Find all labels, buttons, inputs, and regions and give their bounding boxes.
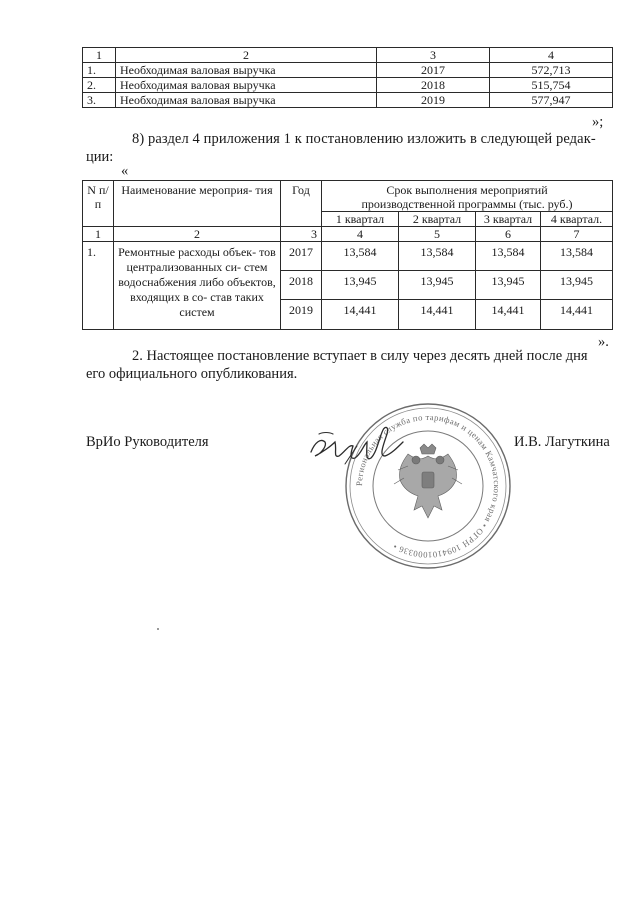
row-name: Необходимая валовая выручка <box>116 63 377 78</box>
paragraph-line: его официального опубликования. <box>86 366 298 382</box>
quarter-header: 1 квартал <box>322 212 399 227</box>
quarter-value: 13,584 <box>322 242 399 271</box>
row-number: 1. <box>83 242 114 330</box>
row-year: 2017 <box>377 63 490 78</box>
numbering-cell: 2 <box>114 227 281 242</box>
row-number: 3. <box>83 93 116 108</box>
table-row <box>83 242 613 271</box>
closing-quote: ». <box>598 334 609 350</box>
numbering-cell: 5 <box>399 227 476 242</box>
quarter-value: 14,441 <box>541 300 613 330</box>
row-year: 2017 <box>281 242 322 271</box>
table-row <box>83 63 613 78</box>
header-cell-period: Срок выполнения мероприятий производственной программы (тыс. руб.) <box>322 181 613 212</box>
quarter-header: 4 квартал. <box>541 212 613 227</box>
quarter-value: 14,441 <box>476 300 541 330</box>
numbering-cell: 3 <box>281 227 322 242</box>
numbering-cell: 7 <box>541 227 613 242</box>
row-name: Необходимая валовая выручка <box>116 93 377 108</box>
quarter-value: 13,945 <box>476 271 541 300</box>
quarter-value: 14,441 <box>399 300 476 330</box>
row-value: 515,754 <box>490 78 613 93</box>
signatory-name: И.В. Лагуткина <box>514 434 610 450</box>
quarter-value: 13,945 <box>541 271 613 300</box>
row-year: 2018 <box>377 78 490 93</box>
row-number: 1. <box>83 63 116 78</box>
signatory-position: ВрИо Руководителя <box>86 434 209 450</box>
header-cell: 3 <box>377 48 490 63</box>
numbering-cell: 1 <box>83 227 114 242</box>
numbering-cell: 4 <box>322 227 399 242</box>
quarter-value: 13,584 <box>476 242 541 271</box>
quarter-value: 13,945 <box>322 271 399 300</box>
table-row <box>83 93 613 108</box>
row-name: Ремонтные расходы объек- тов централизованных си- стем водоснабжения либо объектов, входящих в со- став таких систем <box>114 242 281 330</box>
row-year: 2019 <box>281 300 322 330</box>
quarter-value: 14,441 <box>322 300 399 330</box>
row-year: 2019 <box>377 93 490 108</box>
header-cell-name: Наименование мероприя- тия <box>114 181 281 227</box>
row-value: 577,947 <box>490 93 613 108</box>
repair-costs-table <box>82 180 613 330</box>
header-cell-number: N п/п <box>83 181 114 227</box>
closing-quote: »; <box>592 114 604 130</box>
header-cell: 1 <box>83 48 116 63</box>
table-row <box>83 78 613 93</box>
row-number: 2. <box>83 78 116 93</box>
table-header-row <box>83 181 613 212</box>
numbering-cell: 6 <box>476 227 541 242</box>
quarter-header: 3 квартал <box>476 212 541 227</box>
revenue-table <box>82 47 613 108</box>
quarter-value: 13,584 <box>399 242 476 271</box>
opening-quote: « <box>121 163 129 179</box>
paragraph-line: ции: <box>86 149 114 165</box>
seal-ring-text: Региональная служба по тарифам и ценам Камчатского края • ОГРН 1094101000336 • <box>353 411 503 561</box>
handwritten-signature <box>305 412 415 482</box>
header-cell-year: Год <box>281 181 322 227</box>
table-header-row <box>83 48 613 63</box>
quarter-value: 13,584 <box>541 242 613 271</box>
row-value: 572,713 <box>490 63 613 78</box>
paragraph-line: 2. Настоящее постановление вступает в силу через десять дней после дня <box>132 348 588 364</box>
paragraph-line: 8) раздел 4 приложения 1 к постановлению изложить в следующей редак- <box>132 131 596 147</box>
row-name: Необходимая валовая выручка <box>116 78 377 93</box>
scan-speck <box>157 628 159 630</box>
header-cell: 4 <box>490 48 613 63</box>
quarter-value: 13,945 <box>399 271 476 300</box>
quarter-header: 2 квартал <box>399 212 476 227</box>
table-numbering-row <box>83 227 613 242</box>
row-year: 2018 <box>281 271 322 300</box>
header-cell: 2 <box>116 48 377 63</box>
